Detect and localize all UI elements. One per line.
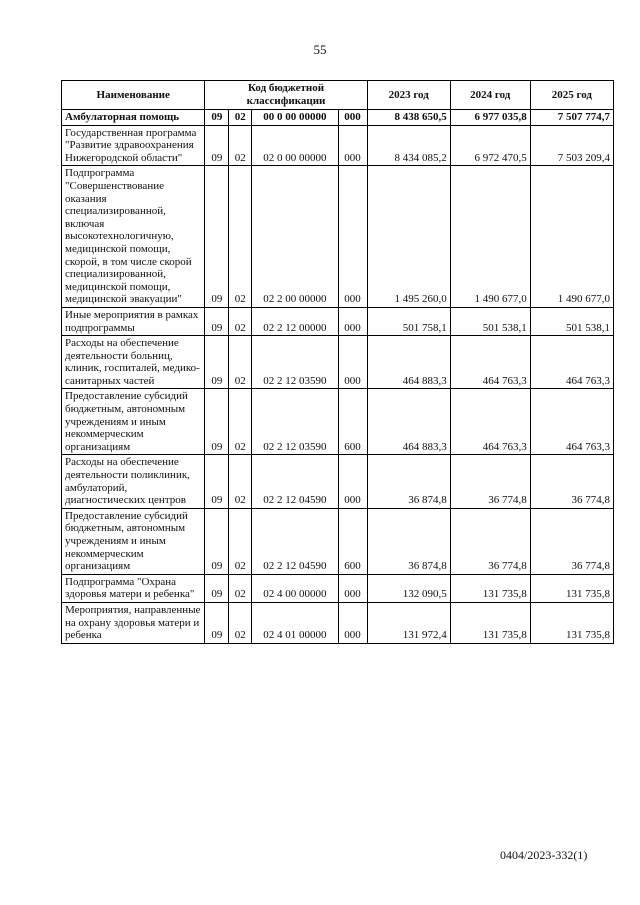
row-target-article: 02 4 01 00000	[252, 602, 338, 643]
row-expense-type: 000	[338, 602, 367, 643]
row-name: Подпрограмма "Совершенствование оказания специализированной, включая высокотехнологичную, медицинской помощи, скорой, в том числе скорой специализированной, медицинской помощи, медицинской эвакуации"	[62, 166, 205, 308]
row-subsection: 02	[229, 125, 252, 166]
row-amount-2025: 36 774,8	[530, 455, 613, 508]
row-expense-type: 600	[338, 508, 367, 574]
table-row	[62, 455, 614, 508]
row-amount-2025: 7 507 774,7	[530, 110, 613, 126]
row-section: 09	[205, 125, 229, 166]
row-amount-2024: 36 774,8	[450, 508, 530, 574]
row-expense-type: 000	[338, 307, 367, 335]
row-subsection: 02	[229, 574, 252, 602]
row-amount-2023: 36 874,8	[367, 508, 450, 574]
row-amount-2024: 6 977 035,8	[450, 110, 530, 126]
row-amount-2023: 132 090,5	[367, 574, 450, 602]
row-name: Мероприятия, направленные на охрану здоровья матери и ребенка	[62, 602, 205, 643]
row-amount-2023: 464 883,3	[367, 336, 450, 389]
row-name: Предоставление субсидий бюджетным, автономным учреждениям и иным некоммерческим организациям	[62, 508, 205, 574]
row-section: 09	[205, 166, 229, 308]
row-amount-2023: 501 758,1	[367, 307, 450, 335]
row-subsection: 02	[229, 166, 252, 308]
row-expense-type: 000	[338, 455, 367, 508]
budget-table	[61, 80, 614, 644]
row-expense-type: 000	[338, 110, 367, 126]
row-expense-type: 000	[338, 336, 367, 389]
table-row	[62, 166, 614, 308]
header-2024: 2024 год	[450, 81, 530, 110]
table-row	[62, 307, 614, 335]
row-amount-2025: 7 503 209,4	[530, 125, 613, 166]
table-body	[62, 110, 614, 644]
row-amount-2024: 464 763,3	[450, 389, 530, 455]
row-name: Расходы на обеспечение деятельности больниц, клиник, госпиталей, медико-санитарных частей	[62, 336, 205, 389]
row-amount-2025: 1 490 677,0	[530, 166, 613, 308]
row-target-article: 02 2 00 00000	[252, 166, 338, 308]
row-amount-2023: 8 434 085,2	[367, 125, 450, 166]
table-row	[62, 336, 614, 389]
row-name: Государственная программа "Развитие здравоохранения Нижегородской области"	[62, 125, 205, 166]
table-row	[62, 602, 614, 643]
header-2025: 2025 год	[530, 81, 613, 110]
row-amount-2025: 131 735,8	[530, 602, 613, 643]
row-expense-type: 000	[338, 166, 367, 308]
row-amount-2023: 36 874,8	[367, 455, 450, 508]
row-amount-2024: 36 774,8	[450, 455, 530, 508]
row-name: Подпрограмма "Охрана здоровья матери и ребенка"	[62, 574, 205, 602]
page-number: 55	[313, 42, 327, 57]
table-row	[62, 574, 614, 602]
table-row	[62, 125, 614, 166]
row-subsection: 02	[229, 389, 252, 455]
row-subsection: 02	[229, 336, 252, 389]
table-row	[62, 508, 614, 574]
row-target-article: 02 2 12 00000	[252, 307, 338, 335]
row-target-article: 00 0 00 00000	[252, 110, 338, 126]
row-name: Расходы на обеспечение деятельности поликлиник, амбулаторий, диагностических центров	[62, 455, 205, 508]
row-section: 09	[205, 508, 229, 574]
row-amount-2024: 464 763,3	[450, 336, 530, 389]
row-target-article: 02 0 00 00000	[252, 125, 338, 166]
row-amount-2023: 8 438 650,5	[367, 110, 450, 126]
row-expense-type: 600	[338, 389, 367, 455]
row-expense-type: 000	[338, 125, 367, 166]
header-2023: 2023 год	[367, 81, 450, 110]
row-section: 09	[205, 574, 229, 602]
row-subsection: 02	[229, 110, 252, 126]
document-code: 0404/2023-332(1)	[500, 848, 588, 862]
row-section: 09	[205, 307, 229, 335]
row-section: 09	[205, 336, 229, 389]
row-amount-2023: 131 972,4	[367, 602, 450, 643]
header-name: Наименование	[62, 81, 205, 110]
row-subsection: 02	[229, 455, 252, 508]
row-target-article: 02 2 12 04590	[252, 455, 338, 508]
row-amount-2025: 464 763,3	[530, 389, 613, 455]
row-name: Амбулаторная помощь	[62, 110, 205, 126]
row-subsection: 02	[229, 508, 252, 574]
row-amount-2024: 1 490 677,0	[450, 166, 530, 308]
row-amount-2024: 501 538,1	[450, 307, 530, 335]
row-amount-2025: 36 774,8	[530, 508, 613, 574]
row-subsection: 02	[229, 602, 252, 643]
row-amount-2023: 464 883,3	[367, 389, 450, 455]
header-code: Код бюджетной классификации	[205, 81, 367, 110]
row-target-article: 02 2 12 03590	[252, 389, 338, 455]
row-amount-2024: 6 972 470,5	[450, 125, 530, 166]
row-amount-2025: 501 538,1	[530, 307, 613, 335]
table-row	[62, 389, 614, 455]
row-amount-2025: 131 735,8	[530, 574, 613, 602]
row-amount-2025: 464 763,3	[530, 336, 613, 389]
row-section: 09	[205, 110, 229, 126]
row-expense-type: 000	[338, 574, 367, 602]
row-subsection: 02	[229, 307, 252, 335]
table-header	[62, 81, 614, 110]
table-row	[62, 110, 614, 126]
row-amount-2024: 131 735,8	[450, 574, 530, 602]
row-name: Предоставление субсидий бюджетным, автономным учреждениям и иным некоммерческим организациям	[62, 389, 205, 455]
row-section: 09	[205, 602, 229, 643]
row-amount-2023: 1 495 260,0	[367, 166, 450, 308]
row-amount-2024: 131 735,8	[450, 602, 530, 643]
row-name: Иные мероприятия в рамках подпрограммы	[62, 307, 205, 335]
row-section: 09	[205, 389, 229, 455]
row-target-article: 02 2 12 03590	[252, 336, 338, 389]
row-target-article: 02 4 00 00000	[252, 574, 338, 602]
row-target-article: 02 2 12 04590	[252, 508, 338, 574]
row-section: 09	[205, 455, 229, 508]
